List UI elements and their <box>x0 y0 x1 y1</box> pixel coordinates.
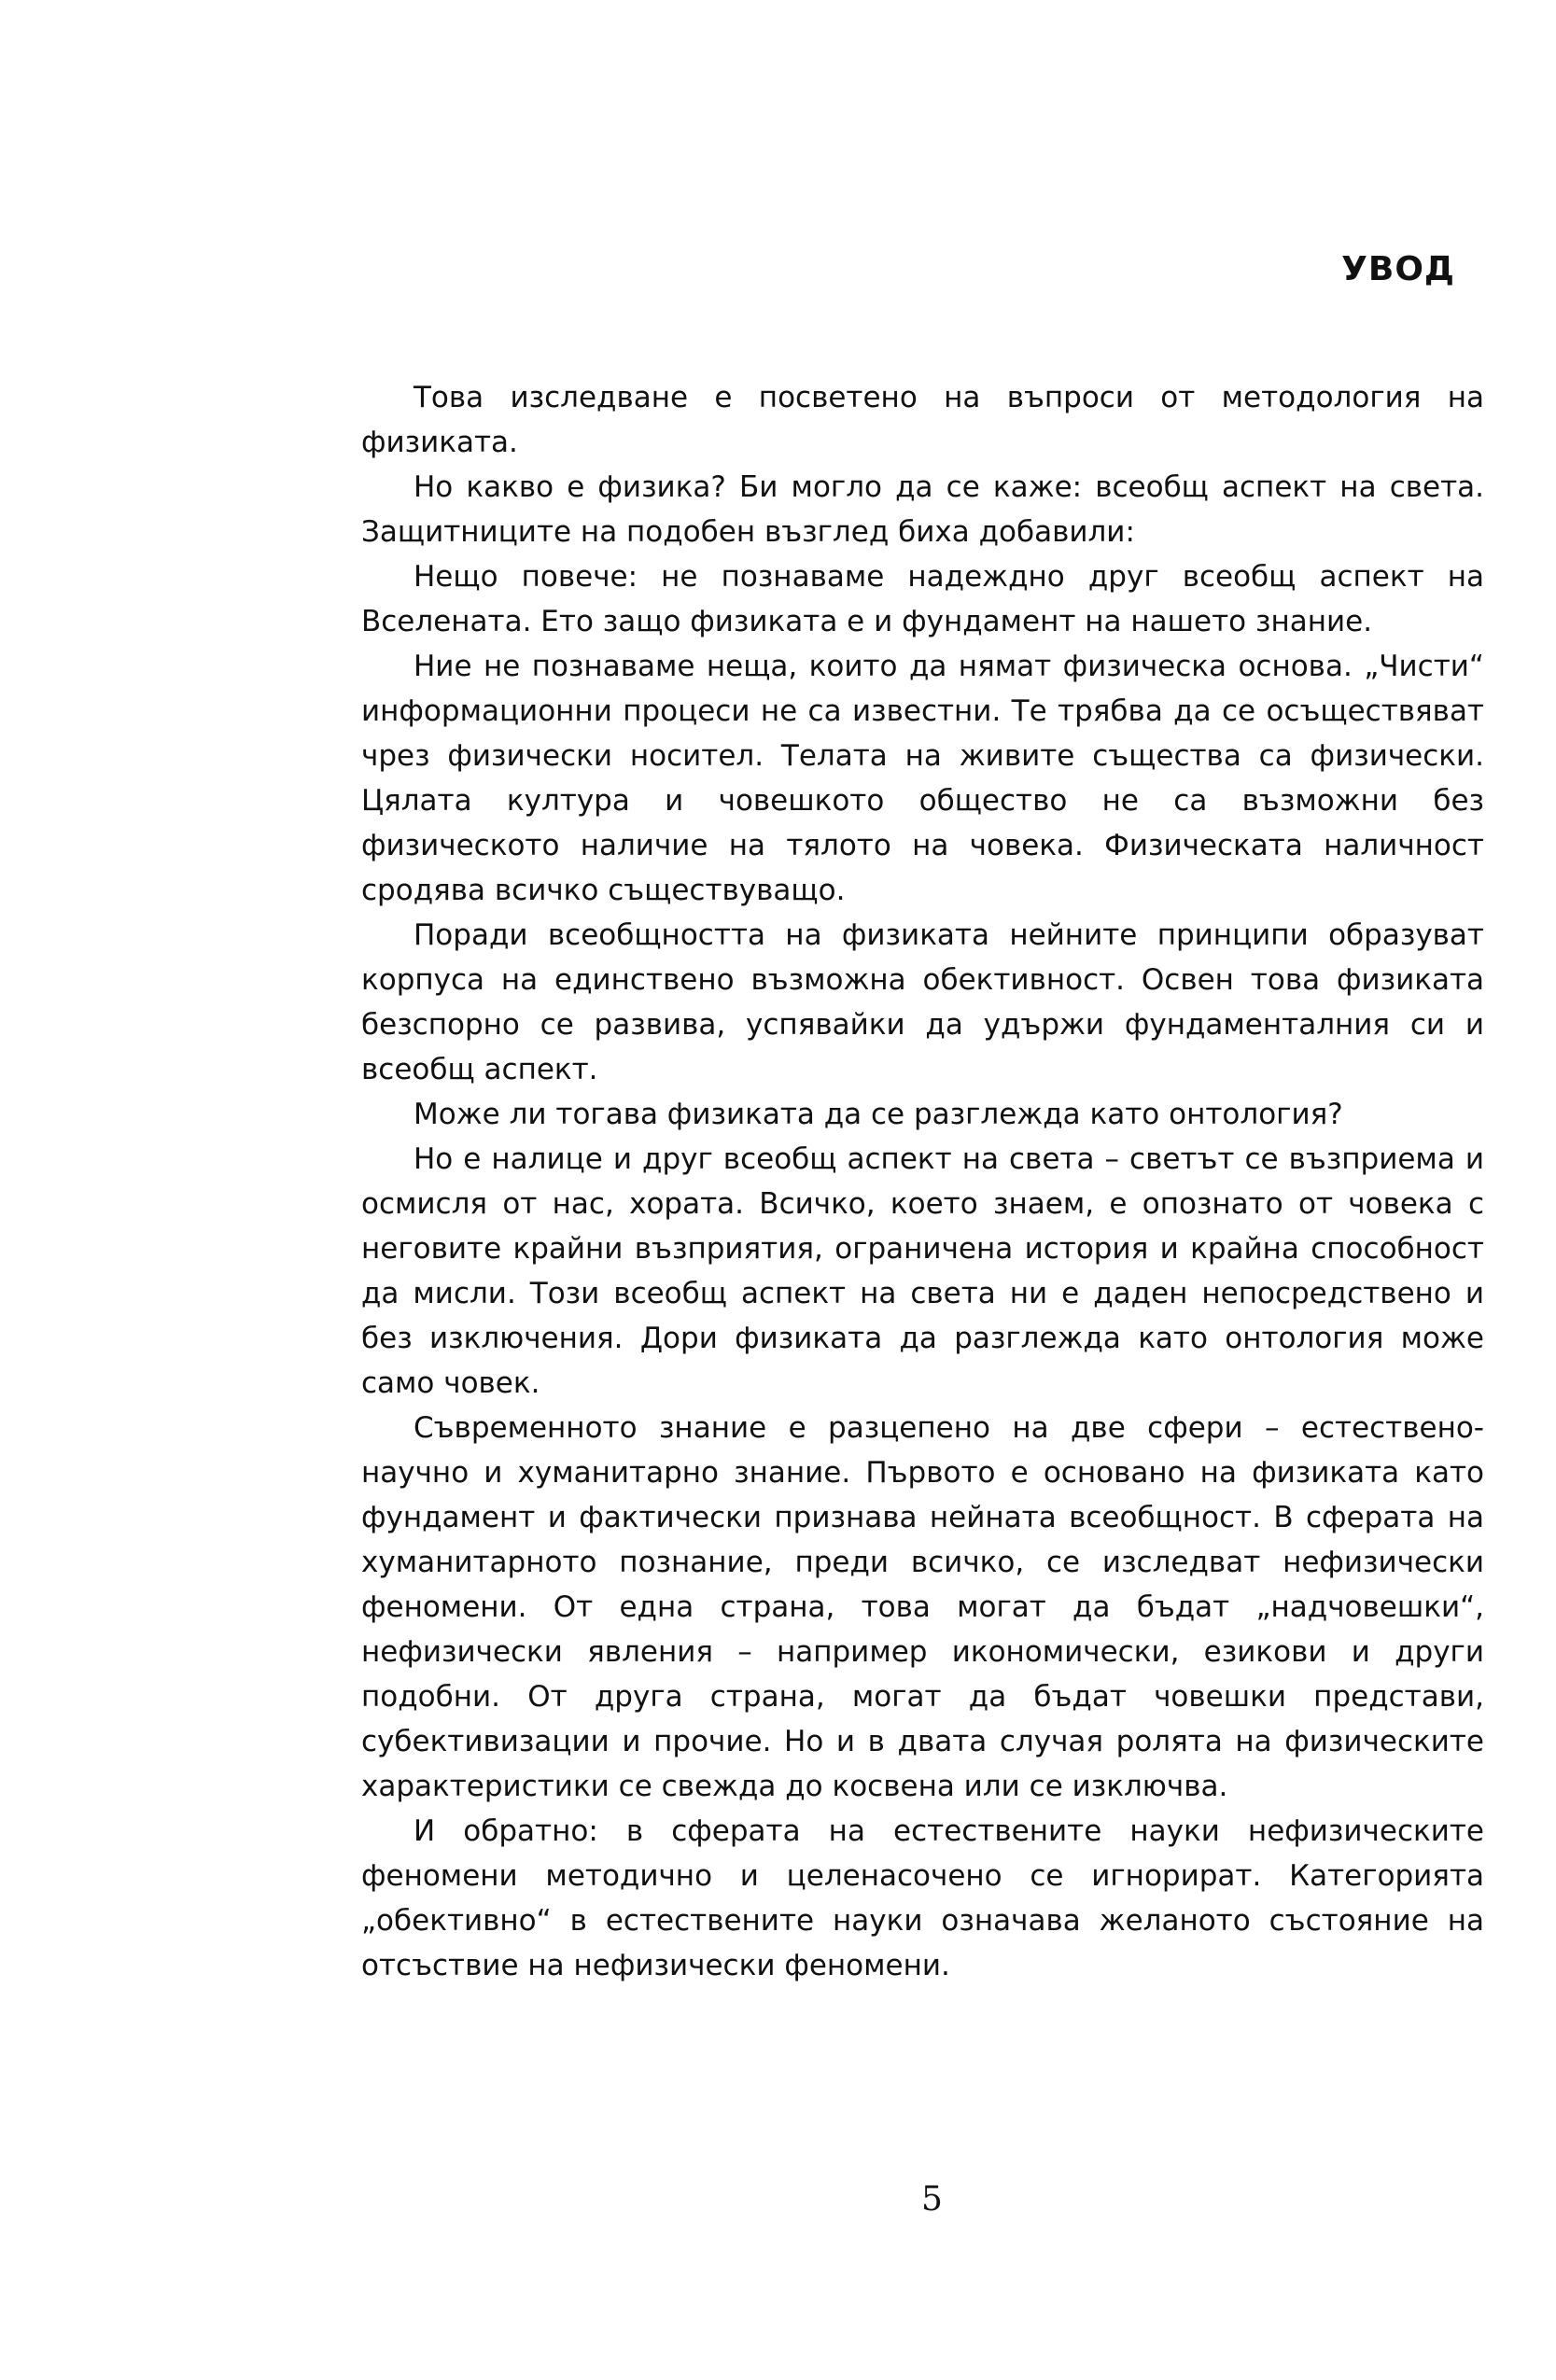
page-number: 5 <box>921 2180 943 2219</box>
paragraph: Това изследване е посветено на въпроси от методология на физиката. <box>361 381 1484 459</box>
paragraph: Но е налице и друг всеобщ аспект на света – светът се възприема и осмисля от нас, хората. Всичко, което знаем, е опознато от човека с неговите крайни възприятия, ограничена история и крайна способност да мисли. Този всеобщ аспект на света ни е даден непосредствено и без изключения. Дори физиката да разглежда като онтология може само човек. <box>361 1142 1484 1400</box>
paragraph: И обратно: в сферата на естествените науки нефизическите феномени методично и целенасочено се игнорират. Категорията „обективно“ в естествените науки означава желаното състояние на отсъствие на нефизически феномени. <box>361 1814 1484 1982</box>
paragraph: Но какво е физика? Би могло да се каже: всеобщ аспект на света. Защитниците на подобен възглед биха добавили: <box>361 470 1484 549</box>
paragraph: Поради всеобщността на физиката нейните принципи образуват корпуса на единствено възможна обективност. Освен това физиката безспорно се развива, успявайки да удържи фундаменталния си и всеобщ аспект. <box>361 918 1484 1086</box>
paragraph: Съвременното знание е разцепено на две сфери – естествено-научно и хуманитарно знание. Първото е основано на физиката като фундамент и фактически признава нейната всеобщност. В сферата на хуманитарното познание, преди всичко, се изследват нефизически феномени. От една страна, това могат да бъдат „надчовешки“, нефизически явления – например икономически, езикови и други подобни. От друга страна, могат да бъдат човешки представи, субективизации и прочие. Но и в двата случая ролята на физическите характеристики се свежда до косвена или се изключва. <box>361 1411 1484 1803</box>
chapter-heading: УВОД <box>1341 250 1455 288</box>
paragraph: Може ли тогава физиката да се разглежда като онтология? <box>414 1098 1343 1131</box>
paragraph: Нещо повече: не познаваме надеждно друг всеобщ аспект на Вселената. Ето защо физиката е и фундамент на нашето знание. <box>361 560 1484 638</box>
body-text <box>361 375 1484 1988</box>
paragraph: Ние не познаваме неща, които да нямат физическа основа. „Чисти“ информационни процеси не са известни. Те трябва да се осъществяват чрез физически носител. Телата на живите същества са физически. Цялата култура и човешкото общество не са възможни без физическото наличие на тялото на човека. Физическата наличност сродява всичко съществуващо. <box>361 650 1484 907</box>
